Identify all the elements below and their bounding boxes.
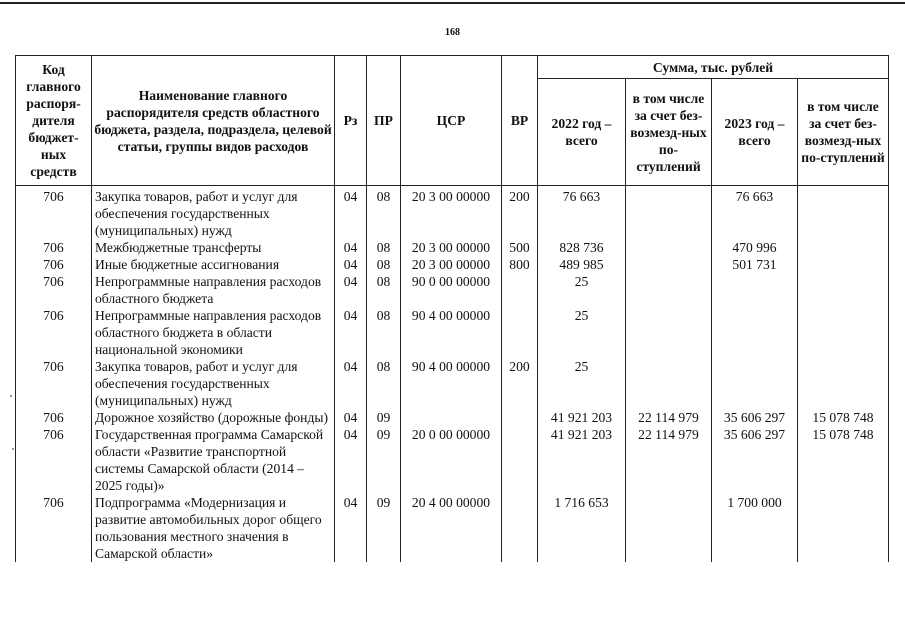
cell-2022-gratuitous: 22 114 979 [626, 426, 712, 494]
table-row [16, 186, 889, 240]
cell-kod: 706 [16, 426, 92, 494]
cell-2022-total: 1 716 653 [538, 494, 626, 562]
cell-2022-gratuitous [626, 256, 712, 273]
cell-rz: 04 [335, 409, 367, 426]
table-row [16, 273, 889, 307]
cell-pr: 08 [367, 239, 401, 256]
cell-kod: 706 [16, 186, 92, 240]
cell-csr: 90 4 00 00000 [401, 358, 502, 409]
cell-2023-gratuitous: 15 078 748 [798, 409, 889, 426]
cell-pr: 08 [367, 186, 401, 240]
header-pr: ПР [367, 56, 401, 186]
cell-2022-gratuitous [626, 273, 712, 307]
table-row [16, 409, 889, 426]
cell-2022-total: 25 [538, 273, 626, 307]
cell-2022-gratuitous [626, 358, 712, 409]
cell-2022-total: 489 985 [538, 256, 626, 273]
cell-pr: 09 [367, 426, 401, 494]
cell-rz: 04 [335, 273, 367, 307]
scan-speck [10, 395, 12, 397]
cell-2022-gratuitous: 22 114 979 [626, 409, 712, 426]
cell-csr [401, 409, 502, 426]
cell-2023-gratuitous [798, 186, 889, 240]
cell-2022-gratuitous [626, 186, 712, 240]
cell-2023-gratuitous [798, 239, 889, 256]
cell-kod: 706 [16, 239, 92, 256]
cell-csr: 20 3 00 00000 [401, 239, 502, 256]
cell-2023-total: 76 663 [712, 186, 798, 240]
cell-rz: 04 [335, 307, 367, 358]
header-2022-gratuitous: в том числе за счет без-возмезд-ных по-ступлений [626, 79, 712, 186]
scan-speck [12, 448, 14, 450]
cell-pr: 08 [367, 273, 401, 307]
cell-vr: 200 [502, 358, 538, 409]
cell-rz: 04 [335, 426, 367, 494]
cell-pr: 08 [367, 256, 401, 273]
cell-rz: 04 [335, 358, 367, 409]
cell-csr: 20 3 00 00000 [401, 256, 502, 273]
cell-2022-gratuitous [626, 239, 712, 256]
header-kod: Код главного распоря-дителя бюджет-ных средств [16, 56, 92, 186]
cell-vr [502, 307, 538, 358]
cell-2023-total: 470 996 [712, 239, 798, 256]
cell-kod: 706 [16, 256, 92, 273]
cell-2023-gratuitous [798, 256, 889, 273]
cell-kod: 706 [16, 494, 92, 562]
cell-name: Подпрограмма «Модернизация и развитие автомобильных дорог общего пользования местного значения в Самарской области» [92, 494, 335, 562]
cell-vr [502, 494, 538, 562]
cell-2023-total [712, 358, 798, 409]
cell-csr: 90 4 00 00000 [401, 307, 502, 358]
table-row [16, 358, 889, 409]
cell-pr: 08 [367, 307, 401, 358]
cell-name: Непрограммные направления расходов областного бюджета [92, 273, 335, 307]
cell-csr: 20 3 00 00000 [401, 186, 502, 240]
cell-csr: 20 4 00 00000 [401, 494, 502, 562]
table-row [16, 426, 889, 494]
cell-2022-gratuitous [626, 494, 712, 562]
cell-2023-total: 501 731 [712, 256, 798, 273]
header-csr: ЦСР [401, 56, 502, 186]
budget-table [15, 55, 889, 562]
cell-2023-total [712, 307, 798, 358]
cell-name: Государственная программа Самарской области «Развитие транспортной системы Самарской области (2014 – 2025 годы)» [92, 426, 335, 494]
page-number: 168 [445, 27, 460, 38]
cell-2023-gratuitous: 15 078 748 [798, 426, 889, 494]
table-row [16, 239, 889, 256]
header-2023-total: 2023 год – всего [712, 79, 798, 186]
cell-kod: 706 [16, 409, 92, 426]
header-sum: Сумма, тыс. рублей [538, 56, 889, 79]
cell-2022-total: 41 921 203 [538, 426, 626, 494]
cell-name: Иные бюджетные ассигнования [92, 256, 335, 273]
cell-vr [502, 409, 538, 426]
table-row [16, 307, 889, 358]
cell-2022-total: 25 [538, 307, 626, 358]
cell-2023-total: 1 700 000 [712, 494, 798, 562]
cell-2023-gratuitous [798, 307, 889, 358]
cell-2023-gratuitous [798, 358, 889, 409]
cell-vr: 200 [502, 186, 538, 240]
cell-vr [502, 426, 538, 494]
cell-pr: 09 [367, 409, 401, 426]
cell-rz: 04 [335, 494, 367, 562]
cell-2023-total: 35 606 297 [712, 409, 798, 426]
cell-rz: 04 [335, 256, 367, 273]
cell-2022-total: 41 921 203 [538, 409, 626, 426]
cell-2022-gratuitous [626, 307, 712, 358]
cell-2023-total: 35 606 297 [712, 426, 798, 494]
cell-name: Дорожное хозяйство (дорожные фонды) [92, 409, 335, 426]
cell-kod: 706 [16, 307, 92, 358]
cell-2023-gratuitous [798, 273, 889, 307]
table-row [16, 494, 889, 562]
cell-csr: 20 0 00 00000 [401, 426, 502, 494]
header-vr: ВР [502, 56, 538, 186]
cell-2022-total: 25 [538, 358, 626, 409]
cell-pr: 08 [367, 358, 401, 409]
header-2023-gratuitous: в том числе за счет без-возмезд-ных по-ступлений [798, 79, 889, 186]
cell-name: Непрограммные направления расходов областного бюджета в области национальной экономики [92, 307, 335, 358]
cell-name: Межбюджетные трансферты [92, 239, 335, 256]
header-2022-total: 2022 год – всего [538, 79, 626, 186]
cell-vr [502, 273, 538, 307]
table-row [16, 256, 889, 273]
header-rz: Рз [335, 56, 367, 186]
cell-2023-gratuitous [798, 494, 889, 562]
header-name: Наименование главного распорядителя средств областного бюджета, раздела, подраздела, целевой статьи, группы видов расходов [92, 56, 335, 186]
cell-name: Закупка товаров, работ и услуг для обеспечения государственных (муниципальных) нужд [92, 186, 335, 240]
cell-name: Закупка товаров, работ и услуг для обеспечения государственных (муниципальных) нужд [92, 358, 335, 409]
cell-rz: 04 [335, 239, 367, 256]
top-rule [0, 2, 905, 4]
cell-2022-total: 828 736 [538, 239, 626, 256]
cell-2022-total: 76 663 [538, 186, 626, 240]
cell-kod: 706 [16, 358, 92, 409]
cell-rz: 04 [335, 186, 367, 240]
cell-vr: 500 [502, 239, 538, 256]
cell-vr: 800 [502, 256, 538, 273]
cell-kod: 706 [16, 273, 92, 307]
cell-2023-total [712, 273, 798, 307]
cell-csr: 90 0 00 00000 [401, 273, 502, 307]
cell-pr: 09 [367, 494, 401, 562]
